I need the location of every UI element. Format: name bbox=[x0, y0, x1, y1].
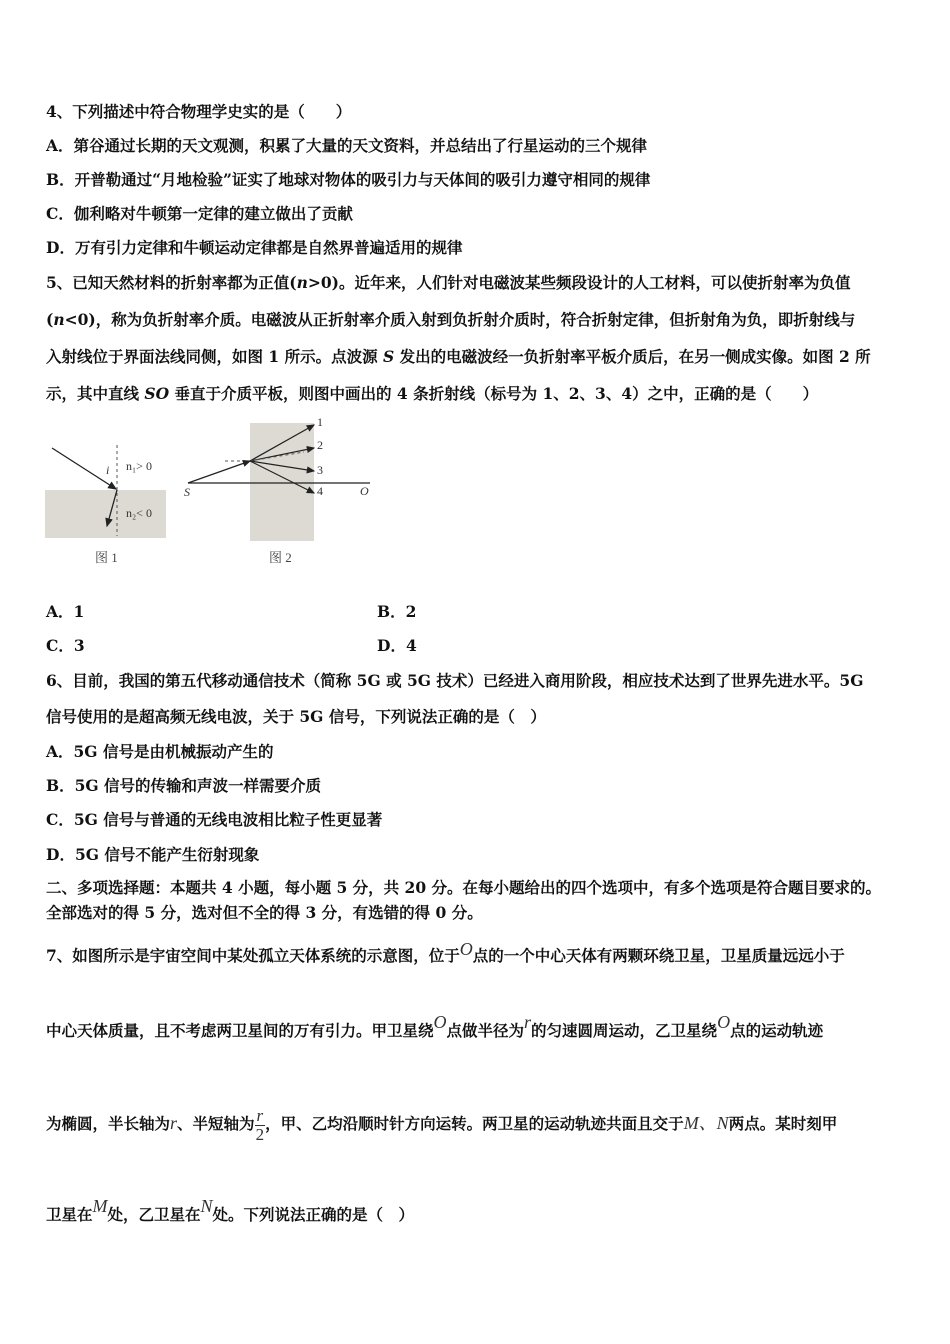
q5-option-c: C．3 bbox=[46, 636, 85, 655]
q7-line2: 中心天体质量，且不考虑两卫星间的万有引力。甲卫星绕O点做半径为r的匀速圆周运动，乙卫星绕O点的运动轨迹 bbox=[46, 1012, 824, 1040]
q6-stem-line1: 6、目前，我国的第五代移动通信技术（简称 5G 或 5G 技术）已经进入商用阶段，相应技术达到了世界先进水平。5G bbox=[46, 671, 864, 690]
figure-2-caption: 图 2 bbox=[269, 550, 292, 565]
ray-label-2: 2 bbox=[317, 438, 323, 452]
q6-stem-line2: 信号使用的是超高频无线电波，关于 5G 信号，下列说法正确的是（ ） bbox=[46, 707, 546, 726]
q5-line1: 5、已知天然材料的折射率都为正值(n>0)。近年来，人们针对电磁波某些频段设计的人工材料，可以使折射率为负值 bbox=[46, 273, 851, 292]
slab-medium bbox=[250, 423, 314, 541]
q5-line4: 示，其中直线 SO 垂直于介质平板，则图中画出的 4 条折射线（标号为 1、2、3、4）之中，正确的是（ ） bbox=[46, 384, 819, 403]
q4-stem: 4、下列描述中符合物理学史实的是（ ） bbox=[46, 102, 352, 121]
figure-1-caption: 图 1 bbox=[95, 550, 118, 565]
section2-line1: 二、多项选择题：本题共 4 小题，每小题 5 分，共 20 分。在每小题给出的四个选项中，有多个选项是符合题目要求的。 bbox=[46, 878, 882, 897]
q4-option-b: B．开普勒通过“月地检验”证实了地球对物体的吸引力与天体间的吸引力遵守相同的规律 bbox=[46, 170, 651, 189]
n2-label: n₂< 0 bbox=[126, 506, 152, 520]
q6-option-c: C．5G 信号与普通的无线电波相比粒子性更显著 bbox=[46, 810, 383, 829]
q7-line1: 7、如图所示是宇宙空间中某处孤立天体系统的示意图，位于O点的一个中心天体有两颗环绕卫星，卫星质量远远小于 bbox=[46, 939, 845, 965]
q4-option-a: A．第谷通过长期的天文观测，积累了大量的天文资料，并总结出了行星运动的三个规律 bbox=[46, 136, 648, 155]
incident-ray bbox=[188, 461, 250, 483]
q4-option-c: C．伽利略对牛顿第一定律的建立做出了贡献 bbox=[46, 204, 353, 223]
q7-line4: 卫星在M处，乙卫星在N处。下列说法正确的是（ ） bbox=[46, 1196, 415, 1224]
figure-2-slab-diagram bbox=[180, 415, 380, 545]
q5-line2: (n<0)，称为负折射率介质。电磁波从正折射率介质入射到负折射介质时，符合折射定律，但折射角为负，即折射线与 bbox=[46, 310, 856, 329]
fraction-r-over-2: $\frac{r}{2}$ bbox=[255, 1105, 265, 1144]
q6-option-a: A．5G 信号是由机械振动产生的 bbox=[46, 742, 274, 761]
section2-line2: 全部选对的得 5 分，选对但不全的得 3 分，有选错的得 0 分。 bbox=[46, 903, 483, 922]
q5-option-b: B．2 bbox=[377, 602, 417, 621]
ray-label-1: 1 bbox=[317, 415, 323, 429]
ray-label-4: 4 bbox=[317, 484, 323, 498]
point-s-label: S bbox=[184, 485, 190, 499]
q6-option-b: B．5G 信号的传输和声波一样需要介质 bbox=[46, 776, 322, 795]
point-o-label: O bbox=[360, 484, 369, 498]
figure-1-refraction-diagram bbox=[42, 440, 172, 545]
q5-line3: 入射线位于界面法线同侧，如图 1 所示。点波源 S 发出的电磁波经一负折射率平板介质后，在另一侧成实像。如图 2 所 bbox=[46, 347, 871, 366]
n1-label: n₁> 0 bbox=[126, 459, 152, 473]
ray-label-3: 3 bbox=[317, 463, 323, 477]
q5-option-a: A．1 bbox=[46, 602, 85, 621]
q7-line3: 为椭圆，半长轴为r、半短轴为 $\frac{r}{2}$ ，甲、乙均沿顺时针方向运转。两卫星的运动轨迹共面且交于M、N两点。某时刻甲 bbox=[46, 1105, 838, 1144]
q6-option-d: D．5G 信号不能产生衍射现象 bbox=[46, 845, 260, 864]
angle-i-label: i bbox=[106, 463, 110, 477]
q5-option-d: D．4 bbox=[377, 636, 417, 655]
q4-option-d: D．万有引力定律和牛顿运动定律都是自然界普遍适用的规律 bbox=[46, 238, 463, 257]
